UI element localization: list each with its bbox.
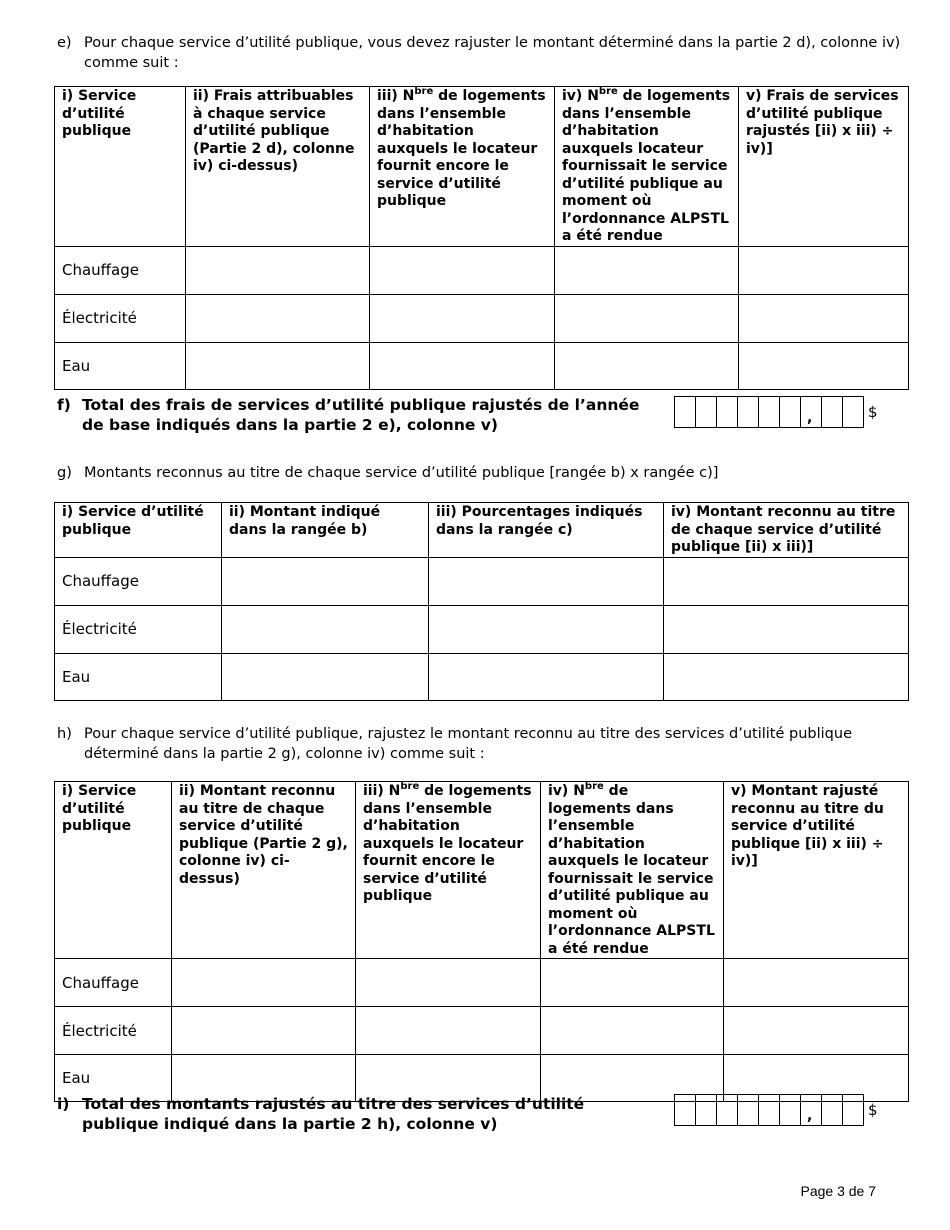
digit-box[interactable] [843, 1094, 864, 1126]
table-e-header-logements-ordonnance [555, 87, 739, 247]
section-f-text: Total des frais de services d’utilité publique rajustés de l’année de base indiqués dans la partie 2 e), colonne v) [82, 396, 640, 434]
digit-box[interactable] [822, 396, 843, 428]
section-g-text: Montants reconnus au titre de chaque service d’utilité publique [rangée b) x rangée c)] [84, 465, 719, 481]
table-e-header-frais: ii) Frais attribuables à chaque service d’utilité publique (Partie 2 d), colonne iv) ci-dessus) [186, 87, 370, 247]
row-label: Chauffage [55, 246, 186, 294]
table-e-header-frais-rajustes: v) Frais de services d’utilité publique rajustés [ii) x iii) ÷ iv)] [739, 87, 909, 247]
digit-box[interactable] [738, 396, 759, 428]
digit-box[interactable] [780, 1094, 801, 1126]
table-row [55, 605, 909, 653]
row-label: Électricité [55, 1007, 172, 1055]
table-e-header-logements-actuels [370, 87, 555, 247]
input-cell[interactable] [370, 342, 555, 389]
table-row [55, 959, 909, 1007]
table-h-header-montant-reconnu: ii) Montant reconnu au titre de chaque service d’utilité publique (Partie 2 g), colonne iv) ci-dessus) [172, 782, 356, 959]
table-h-header-service: i) Service d’utilité publique [55, 782, 172, 959]
input-cell[interactable] [429, 605, 664, 653]
header-suffix: de logements dans l’ensemble d’habitation auxquels le locateur fournit encore le service d’utilité publique [377, 88, 546, 209]
decimal-comma: , [807, 1108, 813, 1124]
digit-box[interactable] [801, 1094, 822, 1126]
table-row [55, 653, 909, 700]
digit-box[interactable] [674, 1094, 696, 1126]
input-cell[interactable] [186, 246, 370, 294]
digit-box[interactable] [696, 1094, 717, 1126]
input-cell[interactable] [429, 557, 664, 605]
total-i-digit-boxes[interactable] [674, 1094, 864, 1124]
section-h-instruction [57, 724, 907, 764]
input-cell[interactable] [555, 246, 739, 294]
input-cell[interactable] [541, 1007, 724, 1055]
section-g-instruction [57, 463, 907, 483]
input-cell[interactable] [186, 294, 370, 342]
input-cell[interactable] [429, 653, 664, 700]
header-prefix: iv) N [562, 88, 599, 104]
section-f-label: f) [57, 396, 71, 414]
section-e-text: Pour chaque service d’utilité publique, vous devez rajuster le montant déterminé dans la partie 2 d), colonne iv) comme suit : [84, 35, 901, 71]
header-sup: bre [598, 86, 618, 97]
row-label: Électricité [55, 294, 186, 342]
section-e-label: e) [57, 35, 72, 51]
input-cell[interactable] [555, 294, 739, 342]
section-h-text: Pour chaque service d’utilité publique, rajustez le montant reconnu au titre des services d’utilité publique déterminé dans la partie 2 g), colonne iv) comme suit : [84, 726, 852, 762]
input-cell[interactable] [664, 605, 909, 653]
section-f-total [57, 395, 657, 435]
input-cell[interactable] [739, 342, 909, 389]
input-cell[interactable] [186, 342, 370, 389]
table-h-header-montant-rajuste: v) Montant rajusté reconnu au titre du service d’utilité publique [ii) x iii) ÷ iv)] [724, 782, 909, 959]
total-f-digit-boxes[interactable] [674, 396, 864, 426]
input-cell[interactable] [739, 246, 909, 294]
section-i-text: Total des montants rajustés au titre des services d’utilité publique indiqué dans la partie 2 h), colonne v) [82, 1095, 585, 1133]
section-i-total [57, 1094, 657, 1134]
row-label: Eau [55, 342, 186, 389]
section-g-label: g) [57, 465, 72, 481]
table-h-header-logements-ordonnance [541, 782, 724, 959]
input-cell[interactable] [555, 342, 739, 389]
digit-box[interactable] [843, 396, 864, 428]
header-sup: bre [400, 781, 420, 792]
digit-box[interactable] [822, 1094, 843, 1126]
header-prefix: iii) N [363, 783, 401, 799]
header-sup: bre [584, 781, 604, 792]
input-cell[interactable] [664, 653, 909, 700]
decimal-comma: , [807, 410, 813, 426]
table-row [55, 557, 909, 605]
input-cell[interactable] [724, 959, 909, 1007]
header-prefix: iv) N [548, 783, 585, 799]
input-cell[interactable] [172, 1007, 356, 1055]
section-e-instruction [57, 33, 907, 73]
table-g-header-service: i) Service d’utilité publique [55, 503, 222, 558]
input-cell[interactable] [222, 557, 429, 605]
currency-symbol: $ [868, 1101, 878, 1119]
page-number: Page 3 de 7 [800, 1183, 876, 1199]
digit-box[interactable] [674, 396, 696, 428]
input-cell[interactable] [222, 653, 429, 700]
input-cell[interactable] [541, 959, 724, 1007]
row-label: Eau [55, 1055, 172, 1102]
table-e-header-service: i) Service d’utilité publique [55, 87, 186, 247]
header-sup: bre [414, 86, 434, 97]
row-label: Électricité [55, 605, 222, 653]
table-g [54, 502, 909, 701]
digit-box[interactable] [717, 396, 738, 428]
table-row [55, 294, 909, 342]
currency-symbol: $ [868, 403, 878, 421]
digit-box[interactable] [801, 396, 822, 428]
table-row [55, 342, 909, 389]
table-h-header-logements-actuels [356, 782, 541, 959]
row-label: Chauffage [55, 959, 172, 1007]
row-label: Eau [55, 653, 222, 700]
table-row [55, 246, 909, 294]
input-cell[interactable] [724, 1007, 909, 1055]
input-cell[interactable] [222, 605, 429, 653]
input-cell[interactable] [739, 294, 909, 342]
digit-box[interactable] [759, 1094, 780, 1126]
header-prefix: iii) N [377, 88, 415, 104]
input-cell[interactable] [356, 1007, 541, 1055]
table-row [55, 1007, 909, 1055]
header-suffix: de logements dans l’ensemble d’habitation auxquels locateur fournissait le service d’utilité publique au moment où l’ordonnance ALPSTL a été rendue [562, 88, 731, 244]
input-cell[interactable] [172, 959, 356, 1007]
input-cell[interactable] [356, 959, 541, 1007]
header-suffix: de logements dans l’ensemble d’habitation auxquels le locateur fournissait le service d’utilité publique au moment où l’ordonnance ALPSTL a été rendue [548, 783, 715, 957]
input-cell[interactable] [370, 294, 555, 342]
digit-box[interactable] [759, 396, 780, 428]
input-cell[interactable] [370, 246, 555, 294]
table-g-header-montant-reconnu: iv) Montant reconnu au titre de chaque service d’utilité publique [ii) x iii)] [664, 503, 909, 558]
row-label: Chauffage [55, 557, 222, 605]
digit-box[interactable] [696, 396, 717, 428]
header-suffix: de logements dans l’ensemble d’habitation auxquels le locateur fournit encore le service d’utilité publique [363, 783, 532, 904]
table-h [54, 781, 909, 1102]
digit-box[interactable] [780, 396, 801, 428]
section-h-label: h) [57, 726, 72, 742]
input-cell[interactable] [664, 557, 909, 605]
table-g-header-pourcentages: iii) Pourcentages indiqués dans la rangée c) [429, 503, 664, 558]
section-i-label: i) [57, 1095, 70, 1113]
digit-box[interactable] [738, 1094, 759, 1126]
digit-box[interactable] [717, 1094, 738, 1126]
table-g-header-montant: ii) Montant indiqué dans la rangée b) [222, 503, 429, 558]
table-e [54, 86, 909, 390]
